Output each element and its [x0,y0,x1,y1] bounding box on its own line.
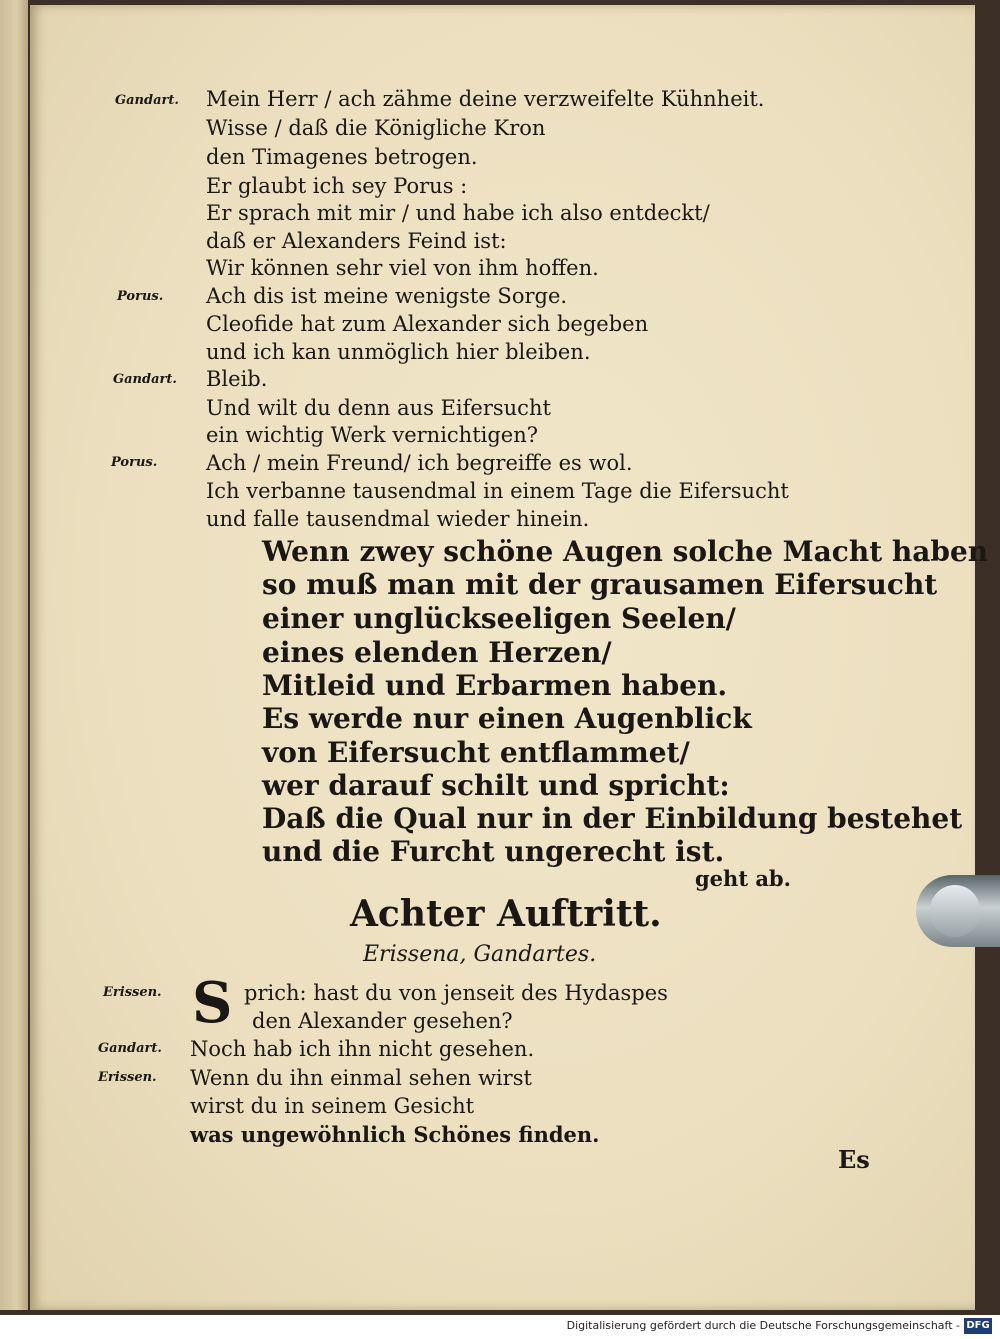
aria-line: einer unglückseeligen Seelen/ [262,602,736,635]
speaker-label: Erissen. [103,985,162,1000]
page-clip [916,875,1000,947]
catchword: Es [838,1145,870,1174]
scene-persons: Erissena, Gandartes. [363,942,597,967]
aria-line: Wenn zwey schöne Augen solche Macht haben [262,535,989,568]
aria-line: von Eifersucht entflammet/ [262,736,690,769]
aria-line: Daß die Qual nur in der Einbildung bestehet [262,802,963,835]
dialogue-line: Ach dis ist meine wenigste Sorge. [206,284,568,308]
dialogue-line: daß er Alexanders Feind ist: [206,229,507,253]
speaker-label: Gandart. [115,93,179,108]
speaker-label: Porus. [117,289,164,304]
speaker-label: Gandart. [113,372,177,387]
dialogue-line: Noch hab ich ihn nicht gesehen. [190,1037,535,1061]
dialogue-line: und ich kan unmöglich hier bleiben. [206,340,591,364]
dialogue-line: wirst du in seinem Gesicht [190,1094,475,1118]
aria-line: und die Furcht ungerecht ist. [262,835,725,868]
dialogue-line: prich: hast du von jenseit des Hydaspes [244,981,668,1005]
aria-line: Es werde nur einen Augenblick [262,702,752,735]
dfg-logo: DFG [964,1318,992,1334]
dialogue-line: Ach / mein Freund/ ich begreiffe es wol. [206,451,633,475]
footer-credit: Digitalisierung gefördert durch die Deutsche Forschungsgemeinschaft - [566,1319,960,1332]
scene-heading: Achter Auftritt. [350,893,662,935]
aria-line: Mitleid und Erbarmen haben. [262,669,728,702]
dialogue-line: ein wichtig Werk vernichtigen? [206,423,539,447]
dialogue-line: Wir können sehr viel von ihm hoffen. [206,256,599,280]
aria-line: wer darauf schilt und spricht: [262,769,730,802]
page-clip-inner [930,885,980,937]
speaker-label: Porus. [111,455,158,470]
dialogue-line: Wisse / daß die Königliche Kron [206,116,546,140]
dialogue-line: Bleib. [206,367,268,391]
dialogue-line: Er glaubt ich sey Porus : [206,174,468,198]
dialogue-line: und falle tausendmal wieder hinein. [206,507,590,531]
dialogue-line: den Timagenes betrogen. [206,145,478,169]
facing-page-edge [0,0,28,1310]
speaker-label: Gandart. [98,1041,162,1056]
dialogue-line: den Alexander gesehen? [252,1009,513,1033]
dialogue-line: Er sprach mit mir / und habe ich also entdeckt/ [206,201,710,225]
aria-line: eines elenden Herzen/ [262,636,612,669]
dialogue-line: Cleofide hat zum Alexander sich begeben [206,312,649,336]
drop-cap: S [192,970,233,1036]
aria-line: so muß man mit der grausamen Eifersucht [262,568,938,601]
dialogue-line: Mein Herr / ach zähme deine verzweifelte Kühnheit. [206,87,765,111]
dialogue-line: was ungewöhnlich Schönes finden. [190,1122,600,1147]
speaker-label: Erissen. [98,1070,157,1085]
stage-direction: geht ab. [695,866,791,891]
dialogue-line: Wenn du ihn einmal sehen wirst [190,1066,532,1090]
dialogue-line: Ich verbanne tausendmal in einem Tage die Eifersucht [206,479,789,503]
dialogue-line: Und wilt du denn aus Eifersucht [206,396,551,420]
footer-bar [0,1315,1000,1339]
